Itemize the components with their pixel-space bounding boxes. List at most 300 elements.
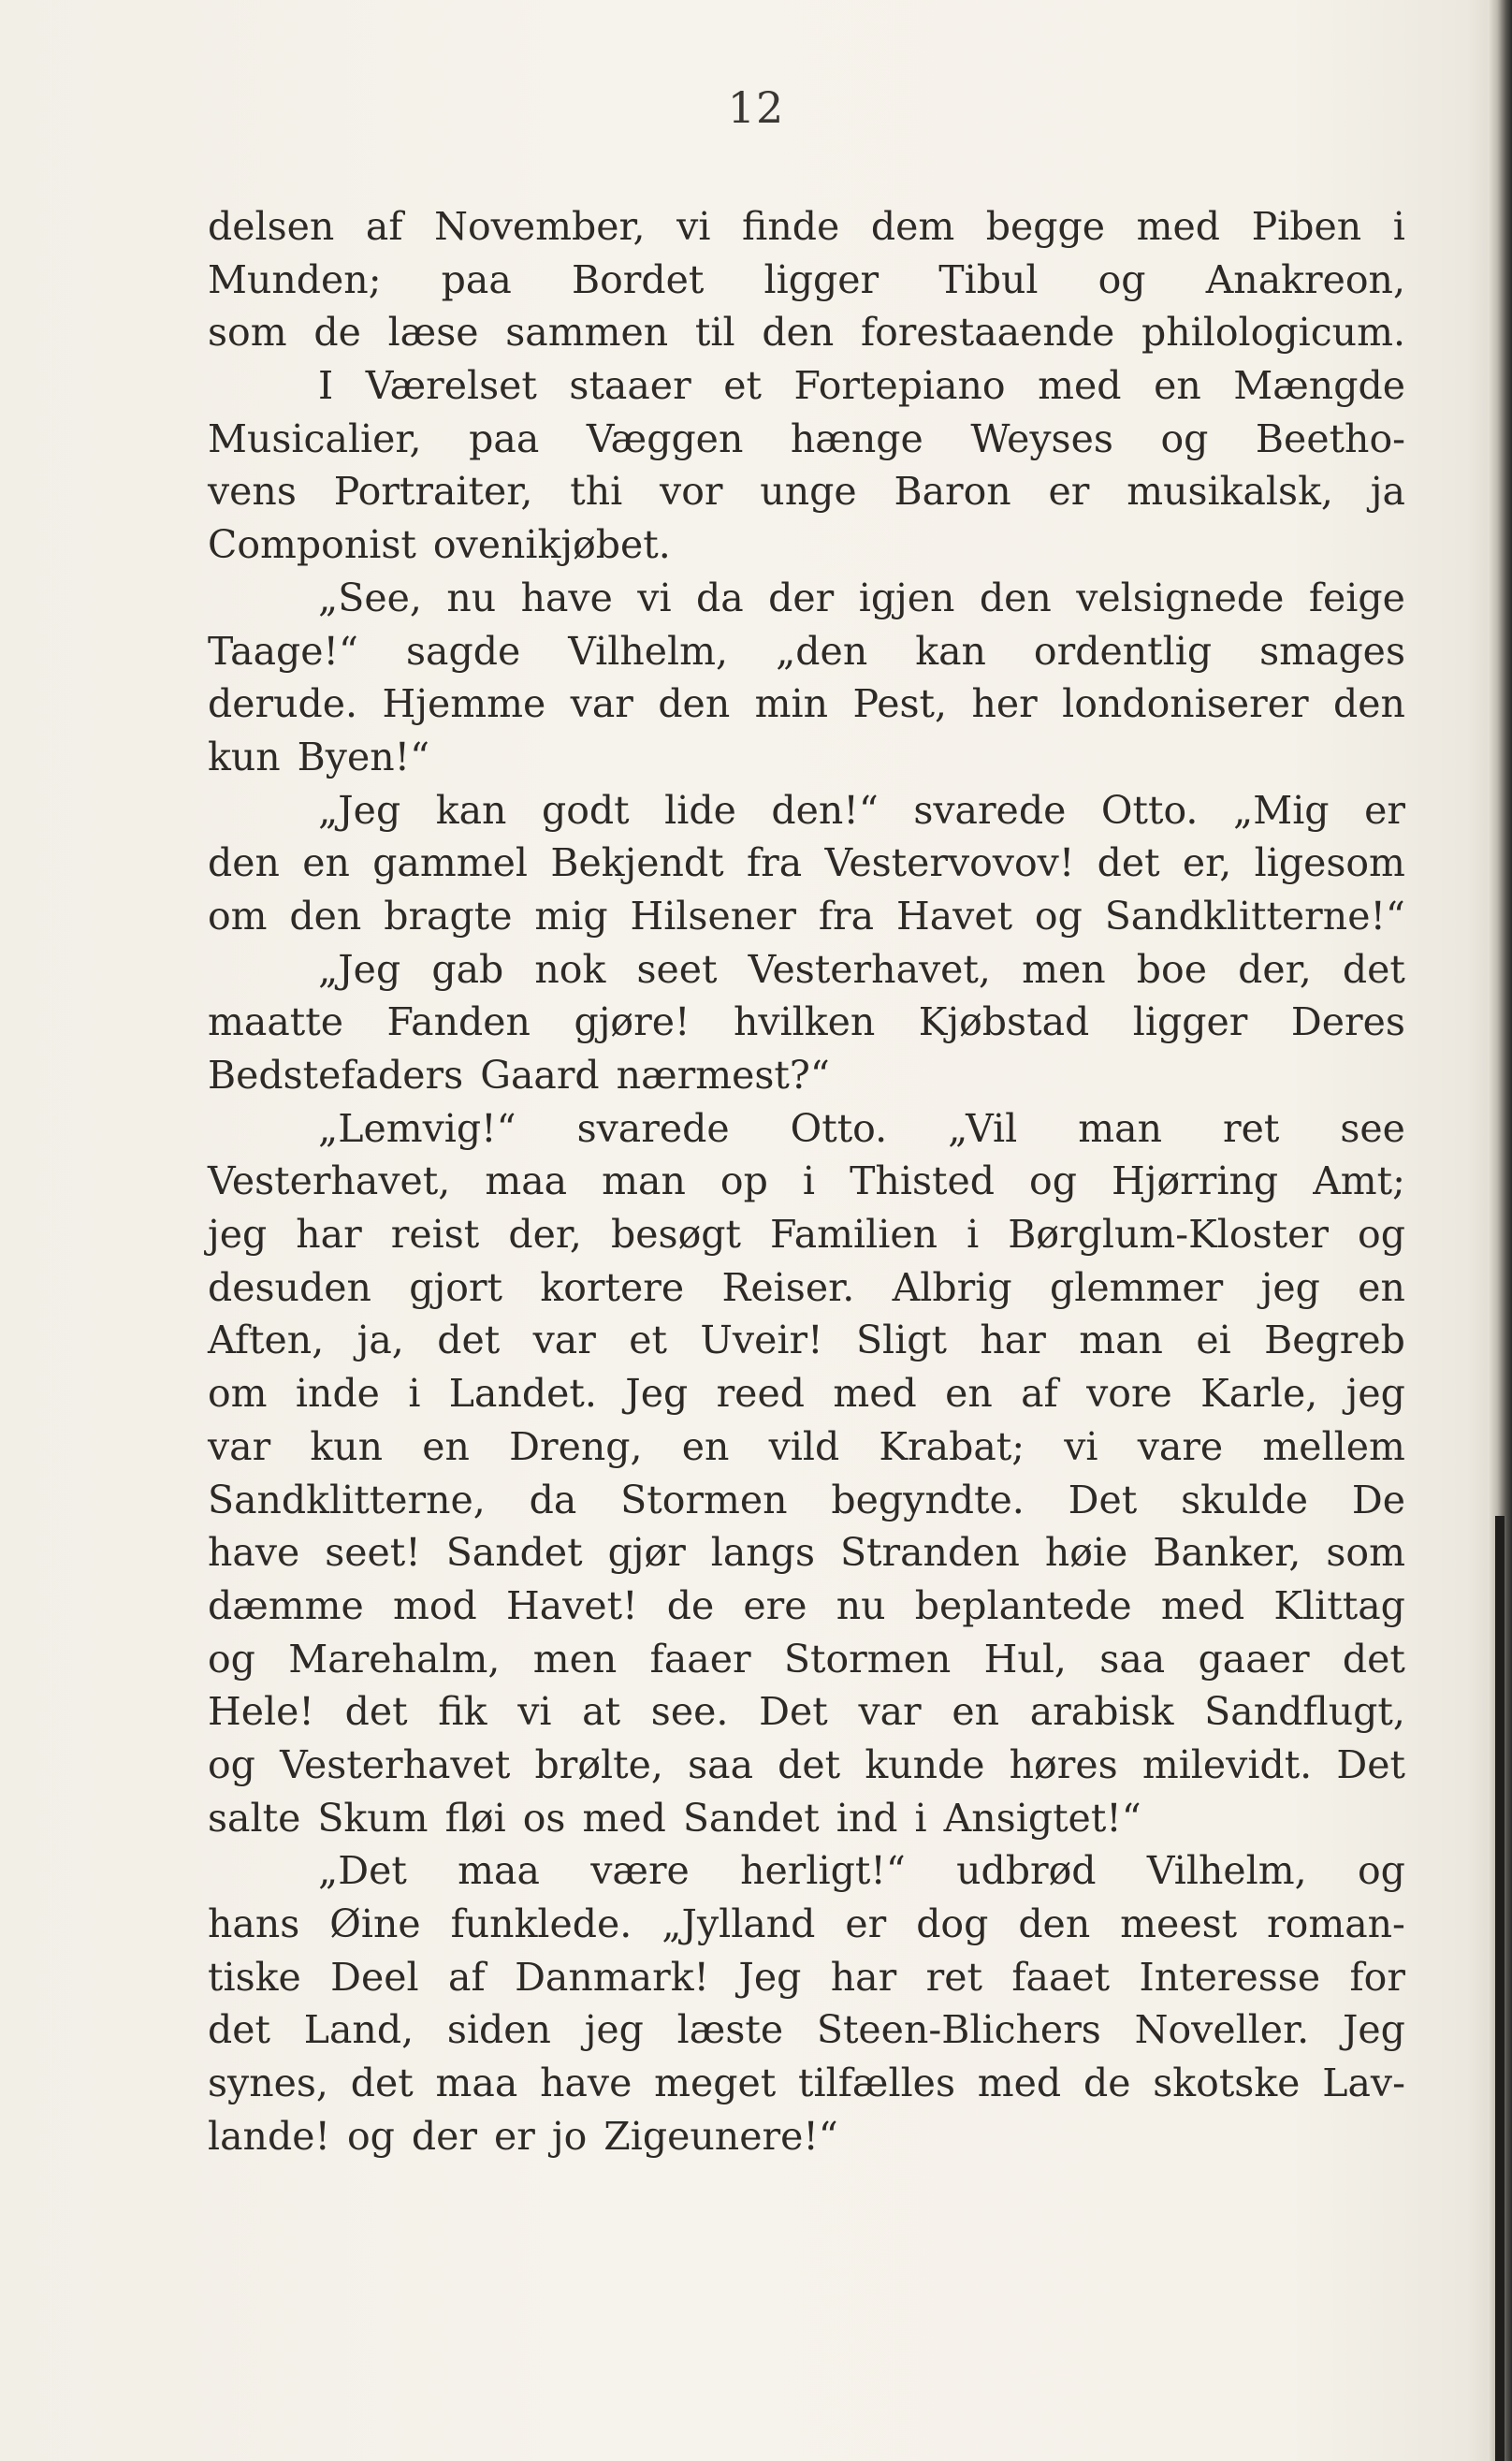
word: og xyxy=(346,2113,395,2159)
word: Det xyxy=(1336,1741,1405,1787)
word: meest xyxy=(1120,1901,1238,1946)
word: Banker, xyxy=(1153,1530,1301,1576)
word: min xyxy=(754,681,829,727)
word: musikalsk, xyxy=(1127,469,1333,515)
word: Deel xyxy=(330,1954,419,2000)
word: Danmark! xyxy=(515,1954,710,2000)
word: Havet xyxy=(895,893,1013,939)
text-line xyxy=(208,1102,1405,1156)
text-line xyxy=(208,2110,1405,2163)
word: svarede xyxy=(576,1105,730,1151)
word: arabisk xyxy=(1029,1689,1174,1735)
text-line xyxy=(208,518,1405,572)
text-line xyxy=(208,1633,1405,1686)
word: er xyxy=(1048,469,1090,515)
word: var xyxy=(208,1423,271,1469)
word: desuden xyxy=(208,1264,371,1310)
word: høie xyxy=(1044,1530,1128,1576)
word: forestaaende xyxy=(860,310,1115,356)
word: finde xyxy=(742,204,840,249)
word: kortere xyxy=(540,1264,685,1310)
word: Gaard xyxy=(480,1053,600,1098)
word: „See, xyxy=(318,575,422,620)
word: seet xyxy=(636,946,718,992)
word: mig xyxy=(534,893,608,939)
text-line xyxy=(208,306,1405,359)
word: Jeg xyxy=(738,1954,802,2000)
text-line xyxy=(208,572,1405,625)
word: Anakreon, xyxy=(1205,256,1405,302)
word: og xyxy=(208,1636,255,1682)
word: til xyxy=(694,310,735,356)
word: og xyxy=(1160,415,1209,461)
word: er xyxy=(494,2113,535,2159)
word: for xyxy=(1349,1954,1405,2000)
text-line xyxy=(208,890,1405,943)
word: maa xyxy=(458,1848,540,1894)
word: Fanden xyxy=(386,999,531,1045)
word: Familien xyxy=(770,1212,938,1258)
word: da xyxy=(529,1477,577,1522)
text-line xyxy=(208,731,1405,784)
word: Værelset xyxy=(365,363,537,409)
word: Fortepiano xyxy=(793,363,1006,409)
word: saa xyxy=(688,1741,754,1787)
word: gjøre! xyxy=(574,999,691,1045)
word: „Vil xyxy=(948,1105,1018,1151)
text-line xyxy=(208,254,1405,307)
word: saa xyxy=(1099,1636,1166,1682)
text-line xyxy=(208,1155,1405,1208)
word: jeg xyxy=(208,1212,268,1258)
text-line xyxy=(208,625,1405,678)
word: Sandet xyxy=(445,1530,583,1576)
word: Zigeunere!“ xyxy=(603,2113,838,2159)
word: den xyxy=(208,840,280,886)
word: den xyxy=(762,310,835,356)
word: „Jylland xyxy=(662,1901,816,1946)
word: de xyxy=(1083,2061,1131,2106)
body-text xyxy=(208,200,1405,2162)
word: staaer xyxy=(569,363,691,409)
word: kan xyxy=(435,787,507,833)
word: Uveir! xyxy=(700,1318,823,1363)
word: Vestervovov! xyxy=(824,840,1075,886)
word: Pest, xyxy=(852,681,948,727)
word: Sandet xyxy=(682,1795,820,1841)
word: Thisted xyxy=(850,1158,995,1204)
word: „den xyxy=(776,628,868,674)
word: en xyxy=(681,1423,730,1469)
word: vare xyxy=(1137,1423,1224,1469)
word: vens xyxy=(208,469,297,515)
word: November, xyxy=(434,204,646,249)
word: synes, xyxy=(208,2061,328,2106)
text-line xyxy=(208,1739,1405,1792)
word: maatte xyxy=(208,999,343,1045)
word: Stormen xyxy=(620,1477,788,1522)
text-line xyxy=(208,1951,1405,2004)
word: den xyxy=(979,575,1052,620)
word: ei xyxy=(1196,1318,1231,1363)
text-line xyxy=(208,1049,1405,1102)
text-line xyxy=(208,1844,1405,1898)
word: roman- xyxy=(1267,1901,1405,1946)
word: glemmer xyxy=(1049,1264,1224,1310)
word: gaaer xyxy=(1198,1636,1310,1682)
word: have xyxy=(520,575,613,620)
word: velsignede xyxy=(1076,575,1285,620)
word: Væggen xyxy=(586,415,744,461)
text-line xyxy=(208,2003,1405,2057)
word: derude. xyxy=(208,681,358,727)
word: Hele! xyxy=(208,1689,314,1735)
word: med xyxy=(1136,204,1220,249)
text-line xyxy=(208,1580,1405,1633)
word: og xyxy=(1358,1212,1405,1258)
word: Klittag xyxy=(1273,1582,1405,1628)
word: „Jeg xyxy=(318,787,401,833)
word: Munden; xyxy=(208,256,382,302)
word: mellem xyxy=(1262,1423,1405,1469)
word: dem xyxy=(870,204,955,249)
word: Mængde xyxy=(1233,363,1405,409)
word: man xyxy=(1079,1318,1163,1363)
word: hænge xyxy=(790,415,923,461)
word: igjen xyxy=(858,575,955,620)
word: thi xyxy=(570,469,623,515)
word: en xyxy=(1358,1264,1405,1310)
word: ligesom xyxy=(1254,840,1405,886)
word: Karle, xyxy=(1200,1371,1318,1417)
word: af xyxy=(1021,1371,1058,1417)
word: er xyxy=(1364,787,1405,833)
word: da xyxy=(696,575,744,620)
word: i xyxy=(1392,204,1405,249)
word: Steen-Blichers xyxy=(816,2007,1101,2053)
word: ret xyxy=(1223,1105,1280,1151)
word: lide xyxy=(664,787,736,833)
word: ligger xyxy=(763,256,880,302)
word: det xyxy=(208,2007,270,2053)
word: det xyxy=(778,1741,841,1787)
word: Vesterhavet, xyxy=(748,946,991,992)
text-line xyxy=(208,1474,1405,1527)
word: ind xyxy=(836,1795,898,1841)
word: Portraiter, xyxy=(333,469,533,515)
word: som xyxy=(1326,1530,1405,1576)
word: I xyxy=(318,363,334,409)
word: hvilken xyxy=(733,999,876,1045)
word: en xyxy=(952,1689,1000,1735)
word: ligger xyxy=(1132,999,1248,1045)
word: Taage!“ xyxy=(208,628,358,674)
word: faaet xyxy=(1011,1954,1111,2000)
word: den xyxy=(658,681,731,727)
word: hans xyxy=(208,1901,300,1946)
word: Stormen xyxy=(783,1636,952,1682)
text-line xyxy=(208,200,1405,254)
word: Vesterhavet, xyxy=(208,1158,451,1204)
word: Det xyxy=(1068,1477,1138,1522)
word: fra xyxy=(818,893,875,939)
word: er, xyxy=(1182,840,1232,886)
word: lande! xyxy=(208,2113,330,2159)
word: jeg xyxy=(1345,1371,1405,1417)
word: fløi xyxy=(444,1795,506,1841)
text-line xyxy=(208,1208,1405,1261)
word: langs xyxy=(710,1530,815,1576)
word: seet! xyxy=(325,1530,421,1576)
word: Det xyxy=(759,1689,828,1735)
word: af xyxy=(365,204,403,249)
word: Otto. xyxy=(790,1105,888,1151)
text-line xyxy=(208,2057,1405,2110)
word: Krabat; xyxy=(879,1423,1025,1469)
word: paa xyxy=(469,415,540,461)
word: fra xyxy=(746,840,803,886)
word: Sandklitterne!“ xyxy=(1104,893,1405,939)
word: Aften, xyxy=(208,1318,325,1363)
text-line xyxy=(208,1898,1405,1951)
word: en xyxy=(1154,363,1201,409)
word: om xyxy=(208,1371,268,1417)
word: De xyxy=(1351,1477,1405,1522)
word: Amt; xyxy=(1313,1158,1405,1204)
word: og xyxy=(208,1741,255,1787)
word: i xyxy=(408,1371,421,1417)
word: med xyxy=(582,1795,666,1841)
word: udbrød xyxy=(956,1848,1097,1894)
word: det xyxy=(1342,1636,1405,1682)
word: de xyxy=(666,1582,715,1628)
word: Componist xyxy=(208,522,416,568)
word: gjør xyxy=(607,1530,686,1576)
word: ere xyxy=(743,1582,807,1628)
word: Albrig xyxy=(892,1264,1012,1310)
text-line xyxy=(208,413,1405,466)
word: Øine xyxy=(329,1901,421,1946)
word: Hjørring xyxy=(1112,1158,1279,1204)
page-number: 12 xyxy=(727,82,785,133)
word: Dreng, xyxy=(509,1423,643,1469)
word: var xyxy=(570,681,633,727)
word: jeg xyxy=(1260,1264,1320,1310)
word: om xyxy=(208,893,268,939)
word: sammen xyxy=(505,310,669,356)
word: i xyxy=(802,1158,816,1204)
text-line xyxy=(208,465,1405,518)
word: Bedstefaders xyxy=(208,1053,464,1098)
word: „Det xyxy=(318,1848,407,1894)
word: siden xyxy=(446,2007,551,2053)
word: med xyxy=(833,1371,917,1417)
word: begge xyxy=(985,204,1106,249)
word: læse xyxy=(387,310,479,356)
word: et xyxy=(723,363,762,409)
text-line xyxy=(208,784,1405,837)
word: nok xyxy=(534,946,606,992)
word: boe xyxy=(1136,946,1207,992)
word: Sandflugt, xyxy=(1204,1689,1405,1735)
word: i xyxy=(914,1795,927,1841)
text-line xyxy=(208,837,1405,890)
word: Lav- xyxy=(1322,2061,1405,2106)
word: have xyxy=(208,1530,300,1576)
word: som xyxy=(208,310,287,356)
word: man xyxy=(602,1158,686,1204)
word: maa xyxy=(435,2061,518,2106)
word: kun xyxy=(310,1423,384,1469)
word: Otto. xyxy=(1100,787,1199,833)
word: Bordet xyxy=(571,256,705,302)
word: der, xyxy=(1238,946,1312,992)
word: der xyxy=(411,2113,477,2159)
word: var xyxy=(532,1318,596,1363)
word: Børglum-Kloster xyxy=(1008,1212,1329,1258)
word: bragte xyxy=(384,893,513,939)
word: „Jeg xyxy=(318,946,401,992)
word: der xyxy=(768,575,835,620)
word: og xyxy=(1357,1848,1405,1894)
word: reist xyxy=(390,1212,480,1258)
word: philologicum. xyxy=(1141,310,1405,356)
word: have xyxy=(540,2061,632,2106)
word: læste xyxy=(676,2007,784,2053)
word: brølte, xyxy=(534,1741,663,1787)
word: Byen!“ xyxy=(297,734,430,779)
word: være xyxy=(590,1848,690,1894)
word: Marehalm, xyxy=(288,1636,501,1682)
word: er xyxy=(845,1901,887,1946)
word: inde xyxy=(295,1371,380,1417)
word: nærmest?“ xyxy=(616,1053,830,1098)
word: „Mig xyxy=(1232,787,1330,833)
word: vi xyxy=(676,204,711,249)
word: gjort xyxy=(409,1264,502,1310)
word: Deres xyxy=(1290,999,1405,1045)
word: i xyxy=(967,1212,980,1258)
word: har xyxy=(830,1954,897,2000)
word: med xyxy=(1160,1582,1245,1628)
text-line xyxy=(208,1685,1405,1739)
word: vi xyxy=(637,575,672,620)
word: Havet! xyxy=(505,1582,638,1628)
word: Hul, xyxy=(983,1636,1067,1682)
word: kunde xyxy=(865,1741,985,1787)
word: op xyxy=(720,1158,768,1204)
word: see xyxy=(1340,1105,1405,1151)
word: en xyxy=(422,1423,470,1469)
word: Sligt xyxy=(855,1318,947,1363)
word: Interesse xyxy=(1139,1954,1321,2000)
word: en xyxy=(302,840,350,886)
page-edge-shadow xyxy=(1488,0,1512,2461)
word: kun xyxy=(208,734,281,779)
word: jeg xyxy=(584,2007,644,2053)
word: dæmme xyxy=(208,1582,364,1628)
word: den xyxy=(1333,681,1405,727)
word: Ansigtet!“ xyxy=(943,1795,1141,1841)
text-line xyxy=(208,1261,1405,1315)
word: den xyxy=(289,893,362,939)
word: vor xyxy=(660,469,723,515)
word: reed xyxy=(716,1371,805,1417)
word: Hilsener xyxy=(630,893,797,939)
word: vi xyxy=(1064,1423,1098,1469)
word: Musicalier, xyxy=(208,415,422,461)
word: Tibul xyxy=(938,256,1039,302)
word: med xyxy=(977,2061,1062,2106)
word: vild xyxy=(768,1423,840,1469)
word: Jeg xyxy=(1342,2007,1405,2053)
word: og xyxy=(1034,893,1083,939)
word: den!“ xyxy=(771,787,879,833)
word: faaer xyxy=(649,1636,751,1682)
word: og xyxy=(1029,1158,1077,1204)
word: ret xyxy=(925,1954,982,2000)
word: Weyses xyxy=(970,415,1113,461)
word: godt xyxy=(541,787,630,833)
word: salte xyxy=(208,1795,301,1841)
word: med xyxy=(1038,363,1122,409)
word: delsen xyxy=(208,204,335,249)
word: ja, xyxy=(356,1318,404,1363)
word: af xyxy=(448,1954,486,2000)
word: og xyxy=(1098,256,1146,302)
text-line xyxy=(208,996,1405,1049)
text-line xyxy=(208,359,1405,413)
word: Landet. xyxy=(448,1371,597,1417)
word: at xyxy=(582,1689,621,1735)
word: det xyxy=(437,1318,501,1363)
word: svarede xyxy=(913,787,1067,833)
word: høres xyxy=(1009,1741,1118,1787)
word: londoniserer xyxy=(1062,681,1309,727)
word: Vesterhavet xyxy=(280,1741,511,1787)
word: Vilhelm, xyxy=(1146,1848,1307,1894)
word: en xyxy=(945,1371,993,1417)
word: var xyxy=(858,1689,922,1735)
word: Land, xyxy=(303,2007,414,2053)
word: maa xyxy=(485,1158,568,1204)
word: fik xyxy=(438,1689,487,1735)
word: Bekjendt xyxy=(550,840,724,886)
word: begyndte. xyxy=(831,1477,1025,1522)
word: nu xyxy=(836,1582,886,1628)
word: man xyxy=(1078,1105,1163,1151)
word: Kjøbstad xyxy=(918,999,1090,1045)
text-line xyxy=(208,943,1405,997)
text-line xyxy=(208,1526,1405,1580)
word: det xyxy=(344,1689,408,1735)
word: unge xyxy=(760,469,857,515)
word: gammel xyxy=(372,840,529,886)
word: her xyxy=(971,681,1038,727)
word: skotske xyxy=(1153,2061,1301,2106)
word: jo xyxy=(551,2113,588,2159)
word: ovenikjøbet. xyxy=(432,522,671,568)
word: ja xyxy=(1370,469,1405,515)
word: Piben xyxy=(1251,204,1362,249)
word: tilfælles xyxy=(798,2061,955,2106)
word: de xyxy=(313,310,361,356)
word: meget xyxy=(654,2061,777,2106)
word: Sandklitterne, xyxy=(208,1477,486,1522)
word: sagde xyxy=(406,628,521,674)
word: beplantede xyxy=(914,1582,1132,1628)
word: Beetho- xyxy=(1255,415,1405,461)
